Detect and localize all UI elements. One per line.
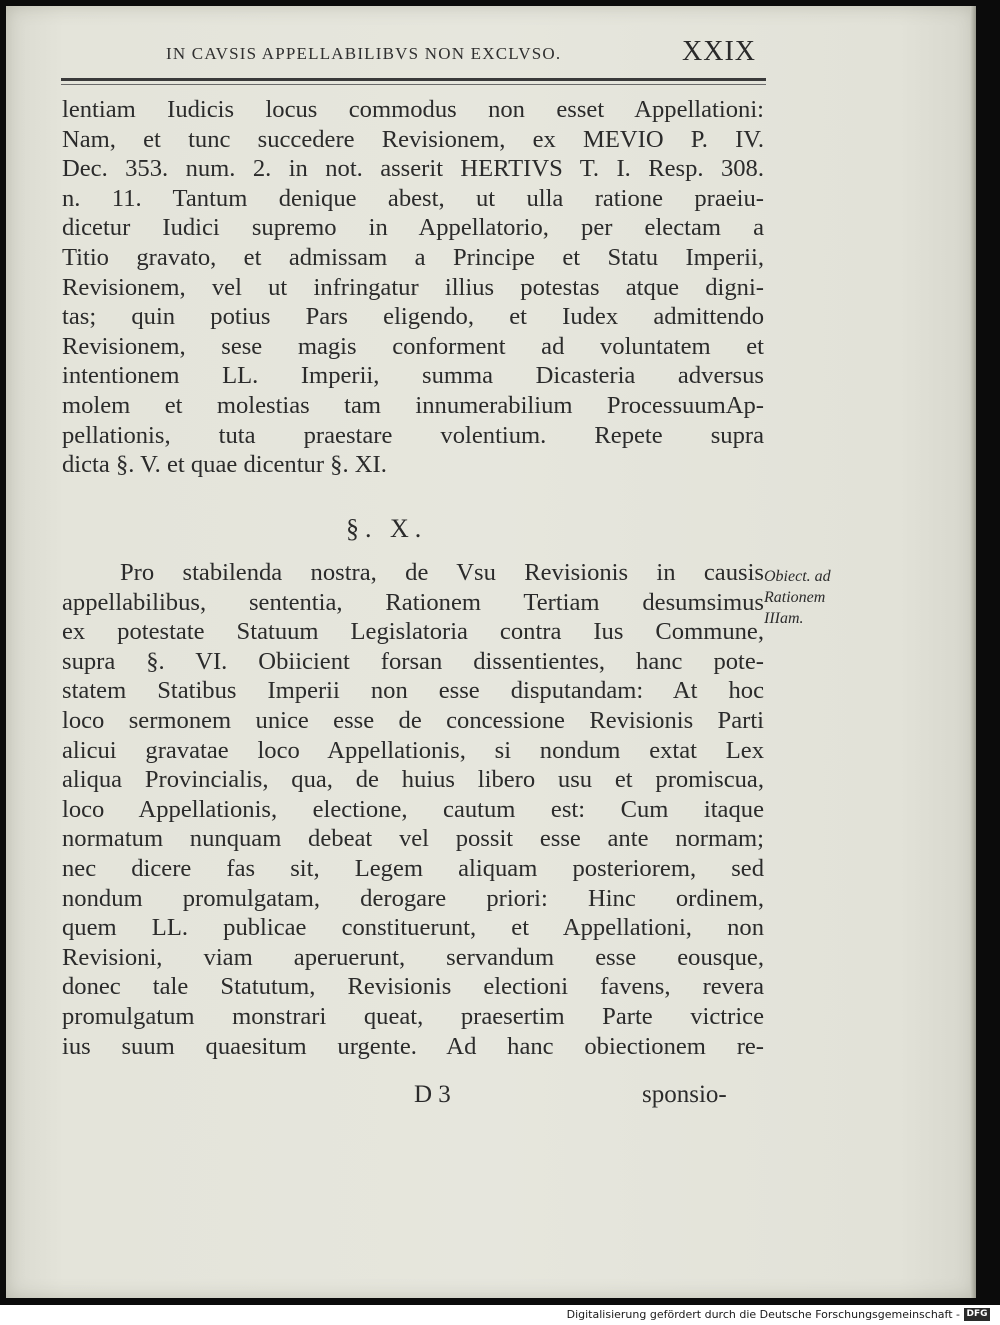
text-line: promulgatum monstrari queat, praesertim Parte victrice bbox=[62, 1002, 764, 1030]
text-line: dicta §. V. et quae dicentur §. XI. bbox=[62, 451, 387, 479]
paragraph-section-x bbox=[62, 558, 764, 1061]
text-line: appellabilibus, sententia, Rationem Tertiam desumsimus bbox=[62, 588, 764, 616]
marginal-note-line: Rationem bbox=[764, 589, 826, 606]
head-rule bbox=[61, 78, 766, 81]
text-line: Pro stabilenda nostra, de Vsu Revisionis in causis bbox=[120, 559, 764, 586]
signature-mark: D 3 bbox=[414, 1081, 451, 1108]
scanned-page bbox=[6, 6, 976, 1298]
text-line: loco Appellationis, electione, cautum est: Cum itaque bbox=[62, 795, 764, 823]
page-number: XXIX bbox=[682, 36, 756, 67]
head-rule-thin bbox=[61, 84, 766, 85]
text-line: donec tale Statutum, Revisionis electioni favens, revera bbox=[62, 973, 764, 1001]
text-line: statem Statibus Imperii non esse disputandam: At hoc bbox=[62, 677, 764, 705]
text-line: tas; quin potius Pars eligendo, et Iudex admittendo bbox=[62, 303, 764, 331]
marginal-note-line: IIIam. bbox=[764, 610, 804, 627]
text-line: supra §. VI. Obiicient forsan dissentientes, hanc pote- bbox=[62, 647, 764, 675]
text-line: lentiam Iudicis locus commodus non esset Appellationi: bbox=[62, 96, 764, 123]
text-line: Revisionem, sese magis conforment ad voluntatem et bbox=[62, 332, 764, 360]
catchword: sponsio- bbox=[642, 1081, 727, 1108]
text-line: dicetur Iudici supremo in Appellatorio, per electam a bbox=[62, 214, 764, 242]
marginal-note-line: Obiect. ad bbox=[764, 568, 831, 585]
page-edge bbox=[970, 6, 976, 1298]
text-line: nondum promulgatam, derogare priori: Hinc ordinem, bbox=[62, 884, 764, 912]
text-line: normatum nunquam debeat vel possit esse ante normam; bbox=[62, 825, 764, 853]
text-line: Titio gravato, et admissam a Principe et Statu Imperii, bbox=[62, 243, 764, 271]
text-line: alicui gravatae loco Appellationis, si nondum extat Lex bbox=[62, 736, 764, 764]
text-line: Revisioni, viam aperuerunt, servandum esse eousque, bbox=[62, 943, 764, 971]
text-line: Revisionem, vel ut infringatur illius potestas atque digni- bbox=[62, 273, 764, 301]
section-heading: §. X. bbox=[346, 514, 428, 543]
text-line: molem et molestias tam innumerabilium ProcessuumAp- bbox=[62, 391, 764, 419]
text-line: n. 11. Tantum denique abest, ut ulla ratione praeiu- bbox=[62, 184, 764, 212]
text-line: ex potestate Statuum Legislatoria contra Ius Commune, bbox=[62, 618, 764, 646]
text-line: Nam, et tunc succedere Revisionem, ex MEVIO P. IV. bbox=[62, 125, 764, 153]
text-line: Dec. 353. num. 2. in not. asserit HERTIVS T. I. Resp. 308. bbox=[62, 155, 764, 183]
dfg-logo: DFG bbox=[964, 1308, 990, 1321]
credit-text: Digitalisierung gefördert durch die Deutsche Forschungsgemeinschaft - bbox=[566, 1308, 960, 1321]
text-line: nec dicere fas sit, Legem aliquam posteriorem, sed bbox=[62, 854, 764, 882]
text-line: quem LL. publicae constituerunt, et Appellationi, non bbox=[62, 914, 764, 942]
marginal-note bbox=[764, 566, 831, 629]
credit-bar bbox=[0, 1305, 1000, 1325]
text-line: loco sermonem unice esse de concessione Revisionis Parti bbox=[62, 706, 764, 734]
text-line: aliqua Provincialis, qua, de huius libero usu et promiscua, bbox=[62, 766, 764, 794]
text-line: ius suum quaesitum urgente. Ad hanc obiectionem re- bbox=[62, 1032, 764, 1060]
paragraph-continued bbox=[62, 95, 764, 480]
running-head: IN CAVSIS APPELLABILIBVS NON EXCLVSO. bbox=[166, 44, 562, 63]
text-line: pellationis, tuta praestare volentium. Repete supra bbox=[62, 421, 764, 449]
text-line: intentionem LL. Imperii, summa Dicasteria adversus bbox=[62, 362, 764, 390]
